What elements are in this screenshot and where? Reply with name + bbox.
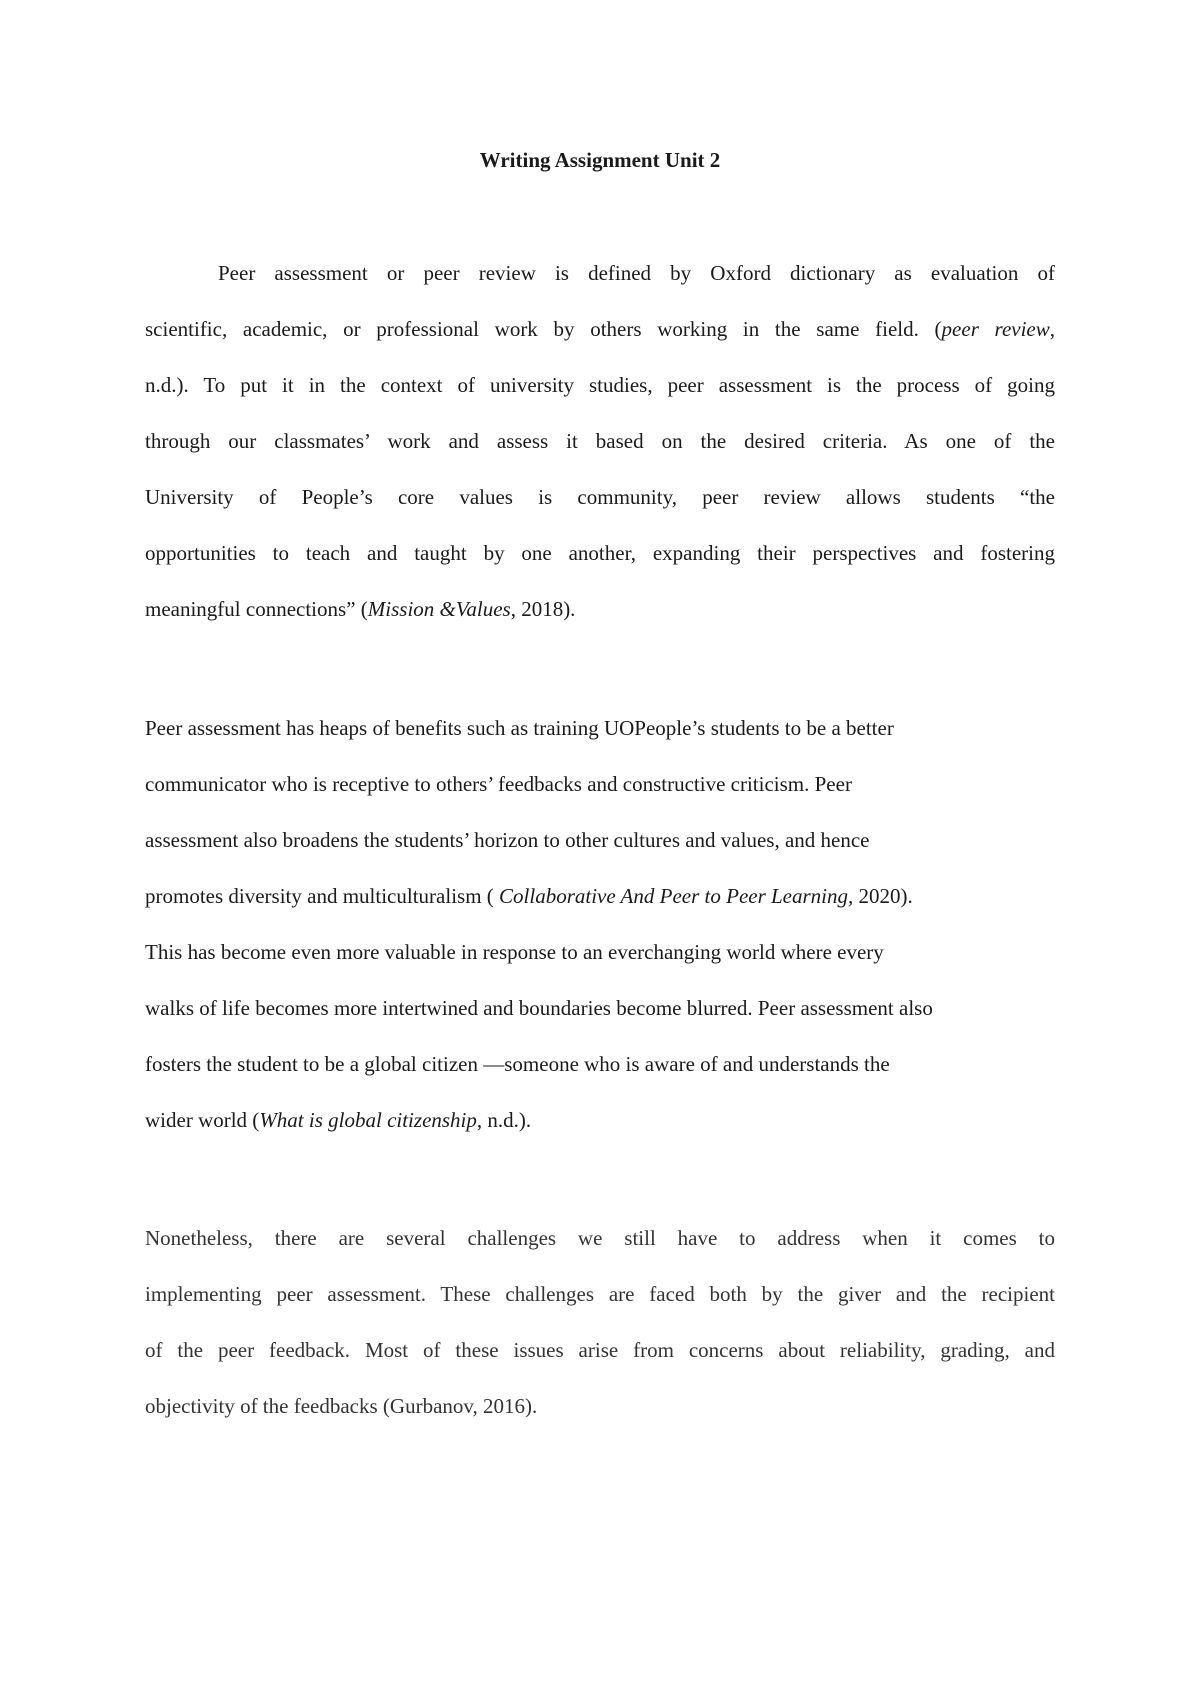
text-line — [145, 1092, 1055, 1148]
text-run: 2020). — [853, 884, 913, 908]
citation-title: peer review — [941, 317, 1050, 341]
text-line: through our classmates’ work and assess it based on the desired criteria. As one of the — [145, 429, 1055, 453]
text-run: , 2018). — [510, 597, 576, 621]
text-line: fosters the student to be a global citizen —someone who is aware of and understands the — [145, 1052, 890, 1076]
text-run: promotes diversity and multiculturalism ( — [145, 884, 500, 908]
paragraph-peer-assessment-challenges — [145, 1210, 1055, 1434]
text-run: meaningful connections” ( — [145, 597, 368, 621]
text-line: Nonetheless, there are several challenges we still have to address when it comes to — [145, 1226, 1055, 1250]
text-line: walks of life becomes more intertwined and boundaries become blurred. Peer assessment also — [145, 996, 933, 1020]
text-run: scientific, academic, or professional work by others working in the same field. ( — [145, 317, 942, 341]
text-line — [145, 581, 1055, 637]
text-run: , n.d.). — [476, 1108, 532, 1132]
text-line: University of People’s core values is community, peer review allows students “the — [145, 485, 1055, 509]
citation-title: Collaborative And Peer to Peer Learning, — [499, 884, 854, 908]
text-line: assessment also broadens the students’ horizon to other cultures and values, and hence — [145, 828, 870, 852]
text-line: Peer assessment or peer review is defined by Oxford dictionary as evaluation of — [218, 261, 1055, 285]
text-line — [145, 301, 1055, 357]
text-run: wider world ( — [145, 1108, 260, 1132]
paragraph-peer-assessment-definition — [145, 245, 1055, 637]
citation-title: What is global citizenship — [259, 1108, 477, 1132]
citation-title: Mission &Values — [367, 597, 511, 621]
text-line: communicator who is receptive to others’ feedbacks and constructive criticism. Peer — [145, 772, 852, 796]
text-line: n.d.). To put it in the context of university studies, peer assessment is the process of going — [145, 373, 1055, 397]
text-line: of the peer feedback. Most of these issues arise from concerns about reliability, grading, and — [145, 1338, 1055, 1362]
text-line: implementing peer assessment. These challenges are faced both by the giver and the recipient — [145, 1282, 1055, 1306]
text-line — [145, 868, 1055, 924]
text-line: opportunities to teach and taught by one another, expanding their perspectives and fostering — [145, 541, 1055, 565]
text-line: Peer assessment has heaps of benefits such as training UOPeople’s students to be a better — [145, 716, 894, 740]
paragraph-peer-assessment-benefits — [145, 700, 1055, 1148]
text-line: objectivity of the feedbacks (Gurbanov, 2016). — [145, 1394, 538, 1418]
document-title: Writing Assignment Unit 2 — [479, 148, 721, 172]
text-run: , — [1049, 317, 1055, 341]
text-line: This has become even more valuable in response to an everchanging world where every — [145, 940, 884, 964]
